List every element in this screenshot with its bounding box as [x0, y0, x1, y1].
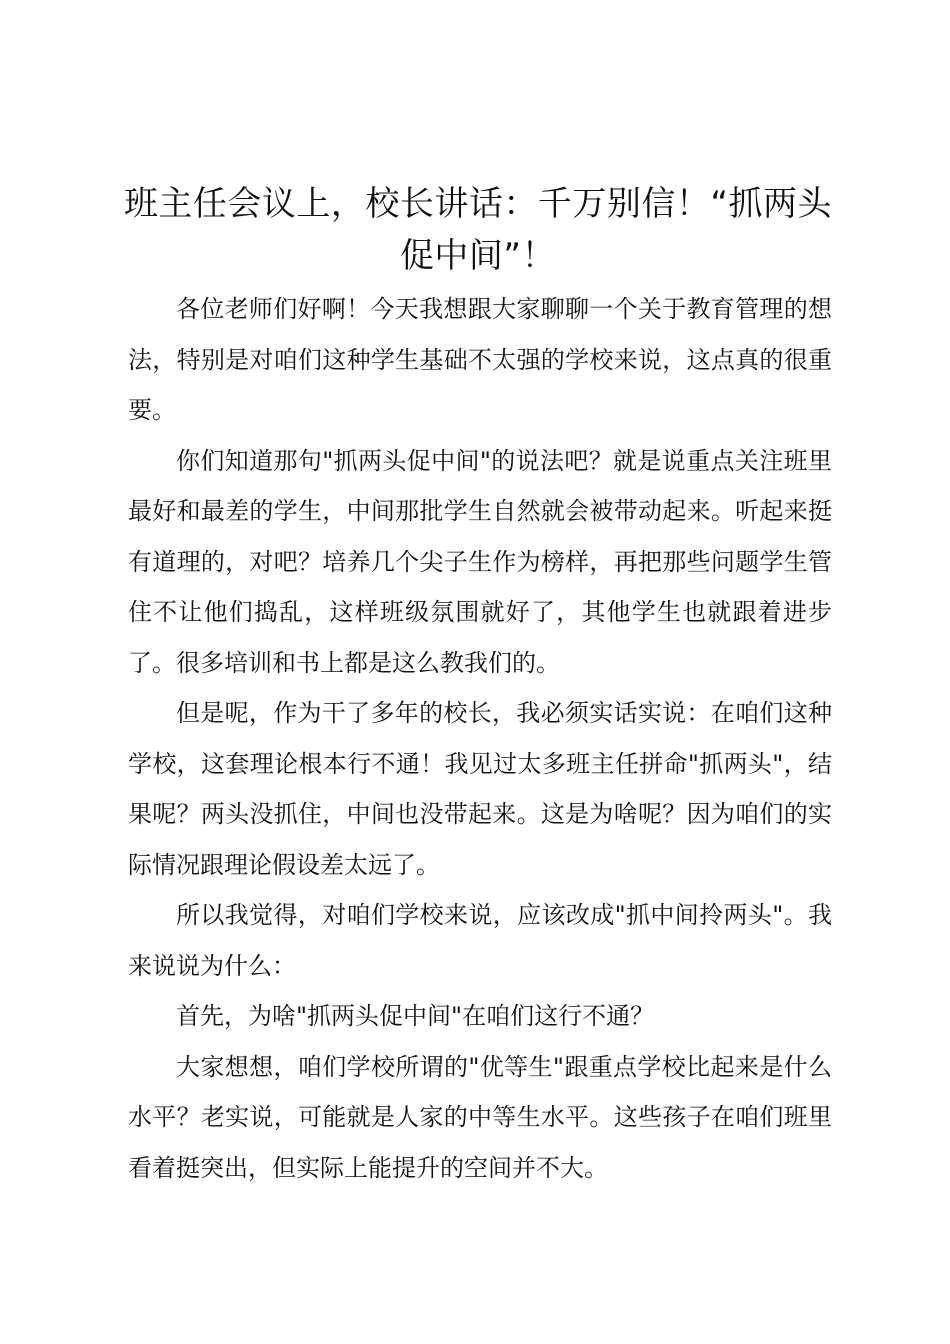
paragraph: 但是呢，作为干了多年的校长，我必须实话实说：在咱们这种学校，这套理论根本行不通！我见过太多班主任拼命"抓两头"，结果呢？两头没抓住，中间也没带起来。这是为啥呢？因为咱们的实际情况跟理论假设差太远了。 [128, 699, 832, 879]
document-body [128, 284, 832, 1193]
paragraph: 首先，为啥"抓两头促中间"在咱们这行不通？ [176, 1002, 655, 1030]
paragraph: 各位老师们好啊！今天我想跟大家聊聊一个关于教育管理的想法，特别是对咱们这种学生基础不太强的学校来说，这点真的很重要。 [128, 295, 832, 424]
paragraph: 所以我觉得，对咱们学校来说，应该改成"抓中间拎两头"。我来说说为什么： [128, 901, 832, 980]
paragraph: 大家想想，咱们学校所谓的"优等生"跟重点学校比起来是什么水平？老实说，可能就是人家的中等生水平。这些孩子在咱们班里看着挺突出，但实际上能提升的空间并不大。 [128, 1052, 832, 1182]
document-title: 班主任会议上，校长讲话：千万别信！“抓两头促中间”！ [123, 184, 833, 276]
paragraph: 你们知道那句"抓两头促中间"的说法吧？就是说重点关注班里最好和最差的学生，中间那批学生自然就会被带动起来。听起来挺有道理的，对吧？培养几个尖子生作为榜样，再把那些问题学生管住不让他们捣乱，这样班级氛围就好了，其他学生也就跟着进步了。很多培训和书上都是这么教我们的。 [128, 446, 832, 677]
